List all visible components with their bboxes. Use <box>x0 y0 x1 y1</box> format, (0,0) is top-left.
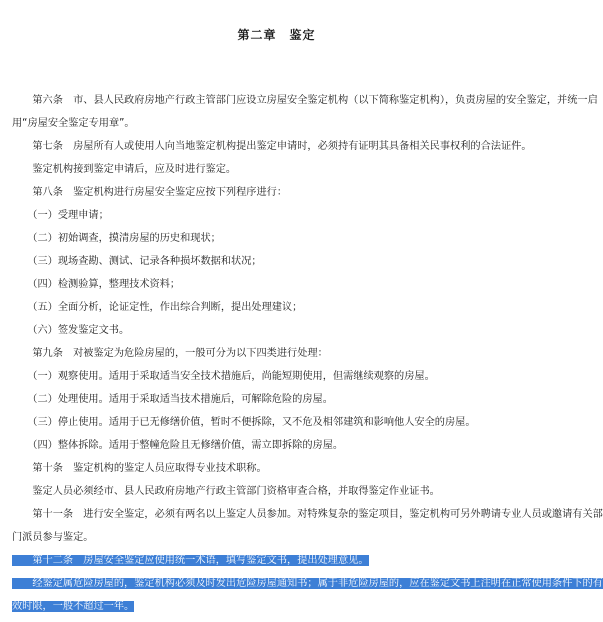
article-8-item-4: （四）检测验算，整理技术资料； <box>12 279 181 290</box>
article-12-line-2[interactable] <box>12 576 603 592</box>
selected-text[interactable]: 效时限，一般不超过一年。 <box>12 601 135 612</box>
article-8: 第八条 鉴定机构进行房屋安全鉴定应按下列程序进行： <box>12 187 288 198</box>
article-9-item-3: （三）停止使用。适用于已无修缮价值，暂时不便拆除，又不危及相邻建筑和影响他人安全的房屋。 <box>12 417 476 428</box>
article-8-item-6: （六）签发鉴定文书。 <box>12 325 130 336</box>
article-6-line-2: 用“房屋安全鉴定专用章”。 <box>12 118 135 129</box>
article-8-item-2: （二）初始调查，摸清房屋的历史和现状； <box>12 233 221 244</box>
article-8-item-1: （一）受理申请； <box>12 210 109 221</box>
article-8-item-5: （五）全面分析，论证定性，作出综合判断，提出处理建议； <box>12 302 303 313</box>
article-9: 第九条 对被鉴定为危险房屋的，一般可分为以下四类进行处理： <box>12 348 328 359</box>
article-12-line-1[interactable] <box>12 553 543 569</box>
article-8-item-3: （三）现场查勘、测试、记录各种损坏数据和状况； <box>12 256 262 267</box>
article-6-line-1: 第六条 市、县人民政府房地产行政主管部门应设立房屋安全鉴定机构（以下简称鉴定机构），负责房屋的安全鉴定，并统一启 <box>12 95 598 106</box>
article-7-paragraph-2: 鉴定机构接到鉴定申请后，应及时进行鉴定。 <box>12 164 237 175</box>
article-11-line-2: 门派员参与鉴定。 <box>12 532 94 543</box>
article-12-line-3[interactable] <box>12 599 543 615</box>
chapter-title: 第二章 鉴定 <box>237 28 316 42</box>
article-11-line-1: 第十一条 进行安全鉴定，必须有两名以上鉴定人员参加。对特殊复杂的鉴定项目，鉴定机构可另外聘请专业人员或邀请有关部 <box>12 509 603 520</box>
article-10-paragraph-2: 鉴定人员必须经市、县人民政府房地产行政主管部门资格审查合格，并取得鉴定作业证书。 <box>12 486 440 497</box>
selected-text[interactable]: 经鉴定属危险房屋的，鉴定机构必须及时发出危险房屋通知书；属于非危险房屋的，应在鉴定文书上注明在正常使用条件下的有 <box>12 578 603 589</box>
article-10: 第十条 鉴定机构的鉴定人员应取得专业技术职称。 <box>12 463 267 474</box>
article-9-item-1: （一）观察使用。适用于采取适当安全技术措施后，尚能短期使用，但需继续观察的房屋。 <box>12 371 435 382</box>
article-7: 第七条 房屋所有人或使用人向当地鉴定机构提出鉴定申请时，必须持有证明其具备相关民事权利的合法证件。 <box>12 141 532 152</box>
selected-text[interactable]: 第十二条 房屋安全鉴定应使用统一术语，填写鉴定文书，提出处理意见。 <box>12 555 369 566</box>
article-9-item-2: （二）处理使用。适用于采取适当技术措施后，可解除危险的房屋。 <box>12 394 333 405</box>
article-9-item-4: （四）整体拆除。适用于整幢危险且无修缮价值，需立即拆除的房屋。 <box>12 440 344 451</box>
